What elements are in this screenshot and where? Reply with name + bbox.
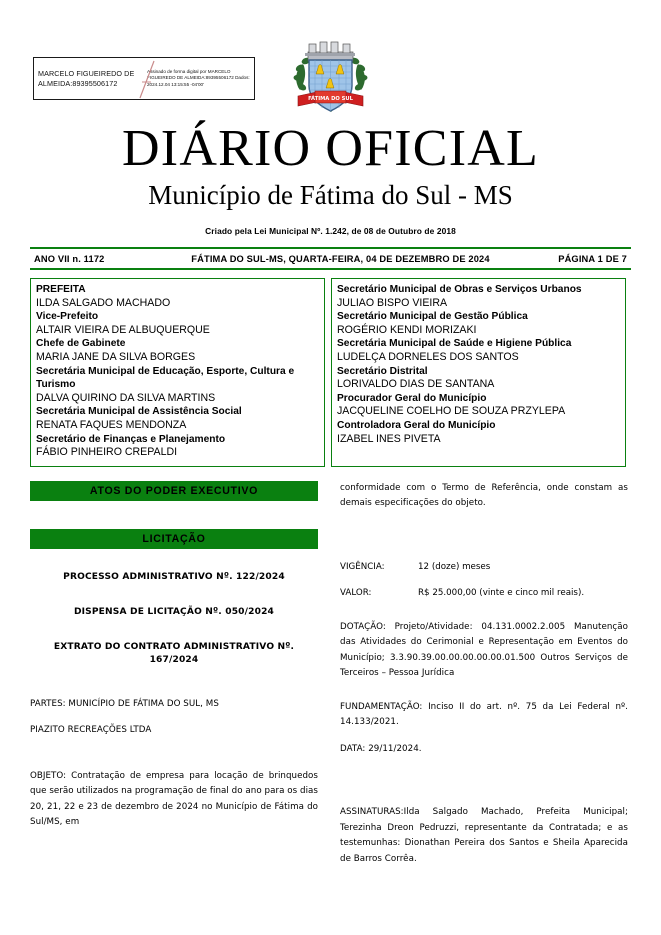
issue-year-number: ANO VII n. 1172 [34,253,105,264]
banner-bidding: LICITAÇÃO [30,529,318,549]
official-role: Secretária Municipal de Assistência Social [36,406,242,418]
official-entry [337,365,620,392]
contratada-text: PIAZITO RECREAÇÕES LTDA [30,725,152,736]
official-role: Secretário Distrital [337,365,428,377]
issue-bar [30,247,631,270]
official-name: RENATA FAQUES MENDONZA [36,418,187,431]
signature-detail-text: Assinado de forma digital por MARCELO FIGUEIREDO DE ALMEIDA:89395506172 Dados: 2024.12.04 13:15:55 -04'00' [147,69,250,87]
dotacao-text: DOTAÇÃO: Projeto/Atividade: 04.131.0002.2.005 Manutenção das Atividades do Cerimonial e Representação em Eventos do Município; 3.3.90.39.00.00.00.00.00.01.500 Outros Serviços de Terceiros – Pessoa Jurídica [340,621,628,679]
page-title: DIÁRIO OFICIAL [122,120,539,177]
issue-page-number: PÁGINA 1 DE 7 [558,253,627,264]
heading-processo-administrativo: PROCESSO ADMINISTRATIVO Nº. 122/2024 [63,571,285,582]
official-role: Secretário de Finanças e Planejamento [36,433,226,445]
official-role: Secretária Municipal de Educação, Esporte, Cultura e Turismo [36,365,295,391]
vigencia-row [340,560,628,576]
issue-place-date: FÁTIMA DO SUL-MS, QUARTA-FEIRA, 04 DE DEZEMBRO DE 2024 [191,253,490,264]
official-name: IZABEL INES PIVETA [337,432,441,445]
official-role: Chefe de Gabinete [36,338,126,350]
official-entry [36,433,319,460]
masthead-subtitle: Município de Fátima do Sul - MS [148,180,513,210]
official-entry [337,283,620,310]
official-role: PREFEITA [36,284,86,295]
fundamentacao-text: FUNDAMENTAÇÃO: Inciso II do art. nº. 75 da Lei Federal nº. 14.133/2021. [340,701,628,728]
svg-text:FÁTIMA DO SUL: FÁTIMA DO SUL [308,95,353,102]
valor-value: R$ 25.000,00 (vinte e cinco mil reais). [418,588,585,599]
banner-executive-acts: ATOS DO PODER EXECUTIVO [30,481,318,501]
partes-text: PARTES: MUNICÍPIO DE FÁTIMA DO SUL, MS [30,698,219,709]
official-entry [337,419,620,446]
signature-signer-name: MARCELO FIGUEIREDO DE ALMEIDA:89395506172 [38,68,135,88]
objeto-text: OBJETO: Contratação de empresa para locação de brinquedos que serão utilizados na programação de final do ano para os dias 20, 21, 22 e 23 de dezembro de 2024 no Município de Fátima do Sul/MS, em [30,770,318,828]
official-name: JULIAO BISPO VIEIRA [337,296,448,309]
valor-row [340,586,628,602]
heading-dispensa-licitacao: DISPENSA DE LICITAÇÃO Nº. 050/2024 [73,606,275,617]
official-entry [337,392,620,419]
official-name: LUDELÇA DORNELES DOS SANTOS [337,350,519,363]
official-name: JACQUELINE COELHO DE SOUZA PRZYLEPA [337,405,566,418]
data-text: DATA: 29/11/2024. [340,743,422,754]
official-entry [36,310,319,337]
content-column-right [340,481,628,868]
official-entry [36,405,319,432]
vigencia-label: VIGÊNCIA: [340,561,385,572]
official-entry [36,283,319,310]
official-role: Secretária Municipal de Saúde e Higiene Pública [337,338,572,350]
officials-column-right [331,278,626,467]
official-entry [36,337,319,364]
official-role: Secretário Municipal de Gestão Pública [337,311,528,323]
official-role: Procurador Geral do Município [337,392,487,404]
official-role: Vice-Prefeito [36,311,99,323]
vigencia-value: 12 (doze) meses [418,561,491,572]
official-role: Controladora Geral do Município [337,419,496,431]
official-role: Secretário Municipal de Obras e Serviços Urbanos [337,284,582,295]
objeto-continuation-text: conformidade com o Termo de Referência, onde constam as demais especificações do objeto. [340,482,628,509]
coat-of-arms-icon [291,30,370,122]
assinaturas-text: ASSINATURAS:Ilda Salgado Machado, Prefeita Municipal; Terezinha Dreon Pedruzzi, representante da Contratada; e as testemunhas: Dionathan Pereira dos Santos e Sheila Aparecida de Barros Corrêa. [340,807,628,864]
heading-extrato-contrato: EXTRATO DO CONTRATO ADMINISTRATIVO Nº. 167/2024 [53,641,295,665]
official-name: FÁBIO PINHEIRO CREPALDI [36,446,178,459]
official-name: ROGÉRIO KENDI MORIZAKI [337,323,477,336]
official-name: DALVA QUIRINO DA SILVA MARTINS [36,391,216,404]
valor-label: VALOR: [340,588,372,599]
digital-signature-stamp [33,57,255,100]
official-entry [337,310,620,337]
officials-section [30,278,631,467]
official-name: MARIA JANE DA SILVA BORGES [36,350,196,363]
content-columns [30,481,631,868]
official-name: LORIVALDO DIAS DE SANTANA [337,378,495,391]
officials-column-left [30,278,325,467]
official-name: ILDA SALGADO MACHADO [36,296,171,309]
official-entry [36,365,319,406]
official-entry [337,337,620,364]
official-name: ALTAIR VIEIRA DE ALBUQUERQUE [36,323,210,336]
masthead-law-line: Criado pela Lei Municipal Nº. 1.242, de 08 de Outubro de 2018 [205,226,456,236]
content-column-left [30,481,318,868]
